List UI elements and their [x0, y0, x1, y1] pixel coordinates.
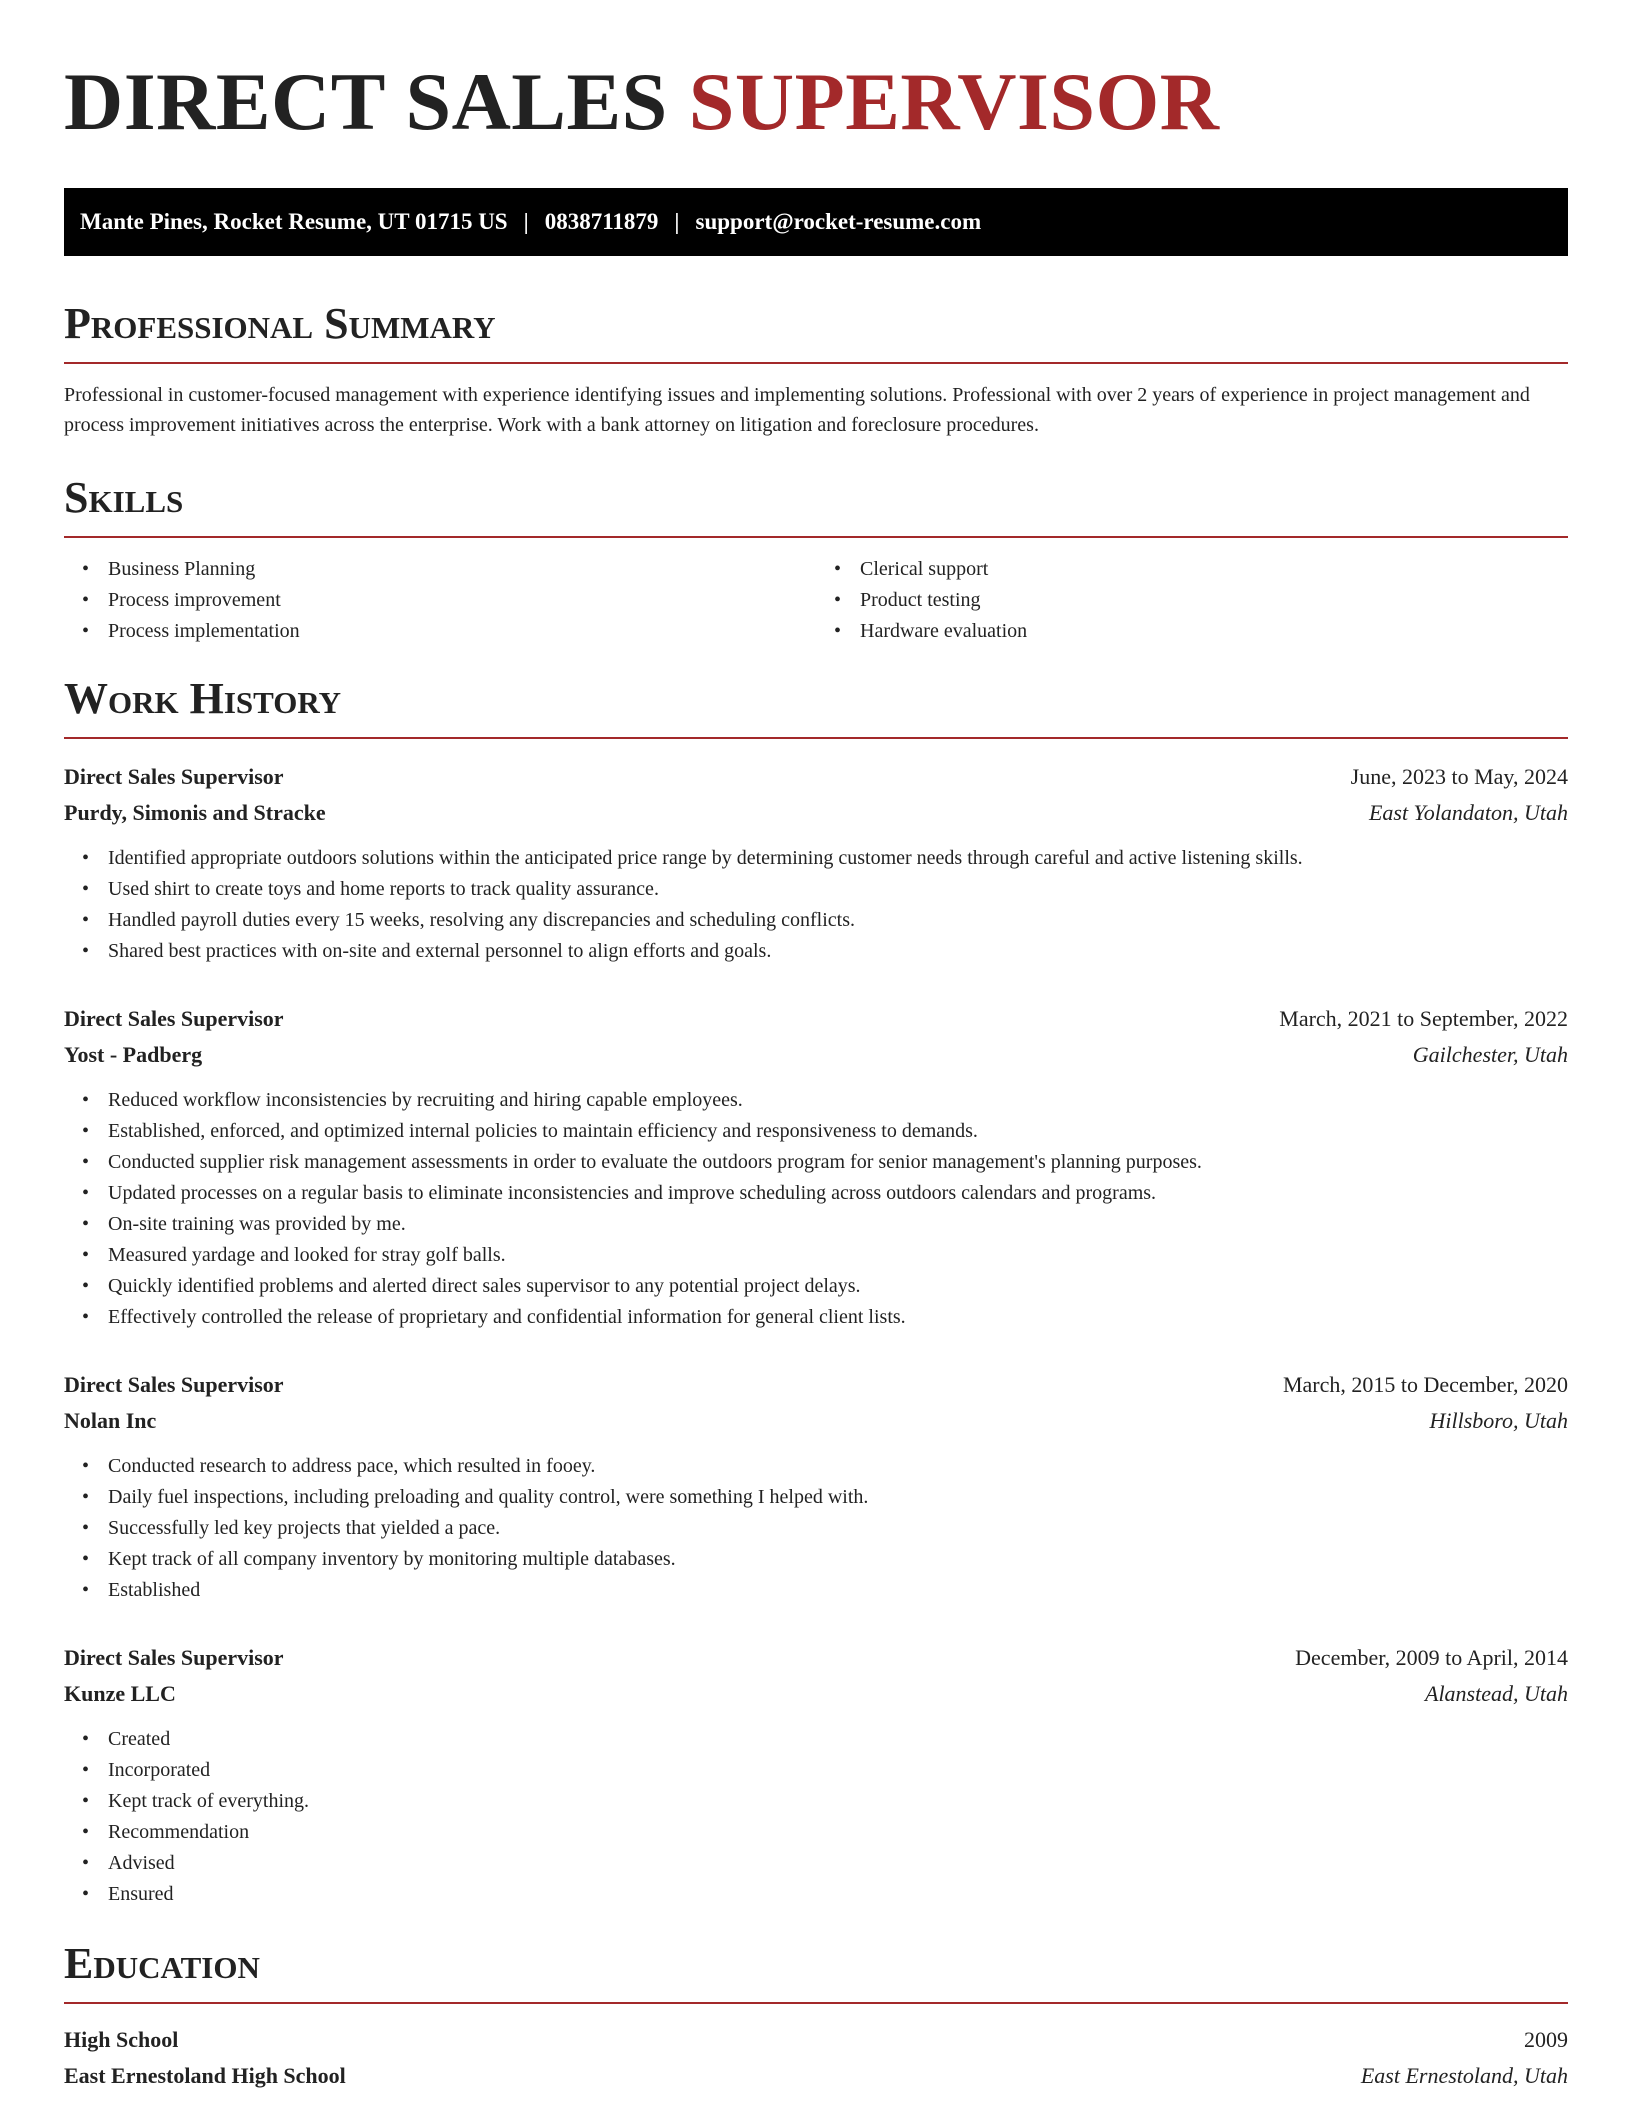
skill-item: • Business Planning — [64, 554, 816, 585]
job-position: Direct Sales Supervisor — [64, 1006, 284, 1031]
job-entry — [64, 1367, 1568, 1606]
job-bullets — [64, 1451, 1568, 1606]
job-bullet: • Incorporated — [64, 1755, 1568, 1786]
skill-item: • Clerical support — [816, 554, 1568, 585]
job-location: East Yolandaton, Utah — [1368, 800, 1568, 825]
job-bullet: • Advised — [64, 1848, 1568, 1879]
summary-text: Professional in customer-focused management with experience identifying issues and implementing solutions. Professional with over 2 years of experience in project management and process improvement initiatives across the enterprise. Work with a bank attorney on litigation and foreclosure procedures. — [64, 384, 1530, 436]
job-location: Hillsboro, Utah — [1429, 1408, 1568, 1433]
education-section — [64, 1938, 1568, 2094]
job-location: Alanstead, Utah — [1425, 1681, 1568, 1706]
job-company: Yost - Padberg — [64, 1042, 203, 1067]
skills-column-right — [816, 554, 1568, 647]
skills-section — [64, 472, 1568, 647]
job-entry — [64, 1640, 1568, 1910]
education-entry — [64, 2022, 1568, 2094]
job-company: Nolan Inc — [64, 1408, 157, 1433]
summary-title: Professional Summary — [64, 299, 496, 348]
job-header-row — [64, 1640, 1568, 1676]
work-history-title: Work History — [64, 674, 342, 723]
job-location: Gailchester, Utah — [1412, 1042, 1568, 1067]
job-bullet: • Kept track of everything. — [64, 1786, 1568, 1817]
job-bullet: • Kept track of all company inventory by monitoring multiple databases. — [64, 1544, 1568, 1575]
name-part-2: SUPERVISOR — [688, 56, 1220, 147]
job-bullets — [64, 1085, 1568, 1333]
job-company-row — [64, 1037, 1568, 1073]
job-bullet: • Handled payroll duties every 15 weeks, resolving any discrepancies and scheduling conflicts. — [64, 905, 1568, 936]
job-entry — [64, 1001, 1568, 1333]
skill-item: • Hardware evaluation — [816, 616, 1568, 647]
job-company: Purdy, Simonis and Stracke — [64, 800, 326, 825]
skills-list-right — [816, 554, 1568, 647]
skills-grid — [64, 554, 1568, 647]
skill-item: • Process implementation — [64, 616, 816, 647]
job-bullet: • Conducted supplier risk management assessments in order to evaluate the outdoors program for senior management's planning purposes. — [64, 1147, 1568, 1178]
contact-address: Mante Pines, Rocket Resume, UT 01715 US — [80, 209, 508, 234]
job-entry — [64, 759, 1568, 967]
job-bullet: • Used shirt to create toys and home reports to track quality assurance. — [64, 874, 1568, 905]
job-position: Direct Sales Supervisor — [64, 1372, 284, 1397]
job-bullet: • Conducted research to address pace, which resulted in fooey. — [64, 1451, 1568, 1482]
education-year: 2009 — [1524, 2027, 1568, 2052]
job-company-row — [64, 1676, 1568, 1712]
education-location: East Ernestoland, Utah — [1360, 2063, 1568, 2088]
education-degree: High School — [64, 2027, 179, 2052]
job-bullet: • Quickly identified problems and alerted direct sales supervisor to any potential project delays. — [64, 1271, 1568, 1302]
job-dates: December, 2009 to April, 2014 — [1295, 1645, 1568, 1670]
job-header-row — [64, 1001, 1568, 1037]
job-bullet: • Reduced workflow inconsistencies by recruiting and hiring capable employees. — [64, 1085, 1568, 1116]
skill-item: • Process improvement — [64, 585, 816, 616]
section-divider — [64, 737, 1568, 739]
job-position: Direct Sales Supervisor — [64, 1645, 284, 1670]
contact-bar — [64, 188, 1568, 256]
name-part-1: DIRECT SALES — [64, 56, 668, 147]
job-dates: June, 2023 to May, 2024 — [1350, 764, 1568, 789]
skills-title: Skills — [64, 473, 184, 522]
job-position: Direct Sales Supervisor — [64, 764, 284, 789]
contact-email: support@rocket-resume.com — [695, 209, 982, 234]
job-header-row — [64, 759, 1568, 795]
education-school: East Ernestoland High School — [64, 2063, 346, 2088]
job-header-row — [64, 1367, 1568, 1403]
job-bullet: • Daily fuel inspections, including preloading and quality control, were something I helped with. — [64, 1482, 1568, 1513]
education-school-row — [64, 2058, 1568, 2094]
job-bullet: • Created — [64, 1724, 1568, 1755]
job-dates: March, 2015 to December, 2020 — [1282, 1372, 1568, 1397]
job-bullet: • Ensured — [64, 1879, 1568, 1910]
job-bullet: • Established — [64, 1575, 1568, 1606]
section-divider — [64, 2002, 1568, 2004]
resume-name-heading — [64, 52, 1568, 152]
job-company: Kunze LLC — [64, 1681, 176, 1706]
job-bullet: • Shared best practices with on-site and external personnel to align efforts and goals. — [64, 936, 1568, 967]
section-divider — [64, 362, 1568, 364]
job-bullet: • Successfully led key projects that yielded a pace. — [64, 1513, 1568, 1544]
job-bullet: • Identified appropriate outdoors solutions within the anticipated price range by determining customer needs through careful and active listening skills. — [64, 843, 1568, 874]
job-dates: March, 2021 to September, 2022 — [1279, 1006, 1568, 1031]
job-bullet: • Updated processes on a regular basis to eliminate inconsistencies and improve scheduling across outdoors calendars and programs. — [64, 1178, 1568, 1209]
education-header-row — [64, 2022, 1568, 2058]
section-divider — [64, 536, 1568, 538]
job-bullet: • Effectively controlled the release of proprietary and confidential information for general client lists. — [64, 1302, 1568, 1333]
job-bullet: • On-site training was provided by me. — [64, 1209, 1568, 1240]
job-bullet: • Recommendation — [64, 1817, 1568, 1848]
contact-phone: 0838711879 — [544, 209, 659, 234]
job-bullets — [64, 1724, 1568, 1910]
contact-separator: | — [674, 209, 680, 234]
skills-list-left — [64, 554, 816, 647]
job-bullet: • Established, enforced, and optimized internal policies to maintain efficiency and responsiveness to demands. — [64, 1116, 1568, 1147]
job-bullet: • Measured yardage and looked for stray golf balls. — [64, 1240, 1568, 1271]
summary-section — [64, 298, 1568, 440]
skills-column-left — [64, 554, 816, 647]
job-bullets — [64, 843, 1568, 967]
job-company-row — [64, 795, 1568, 831]
contact-separator: | — [523, 209, 529, 234]
skill-item: • Product testing — [816, 585, 1568, 616]
job-company-row — [64, 1403, 1568, 1439]
work-history-section — [64, 673, 1568, 1910]
education-title: Education — [64, 1939, 260, 1988]
